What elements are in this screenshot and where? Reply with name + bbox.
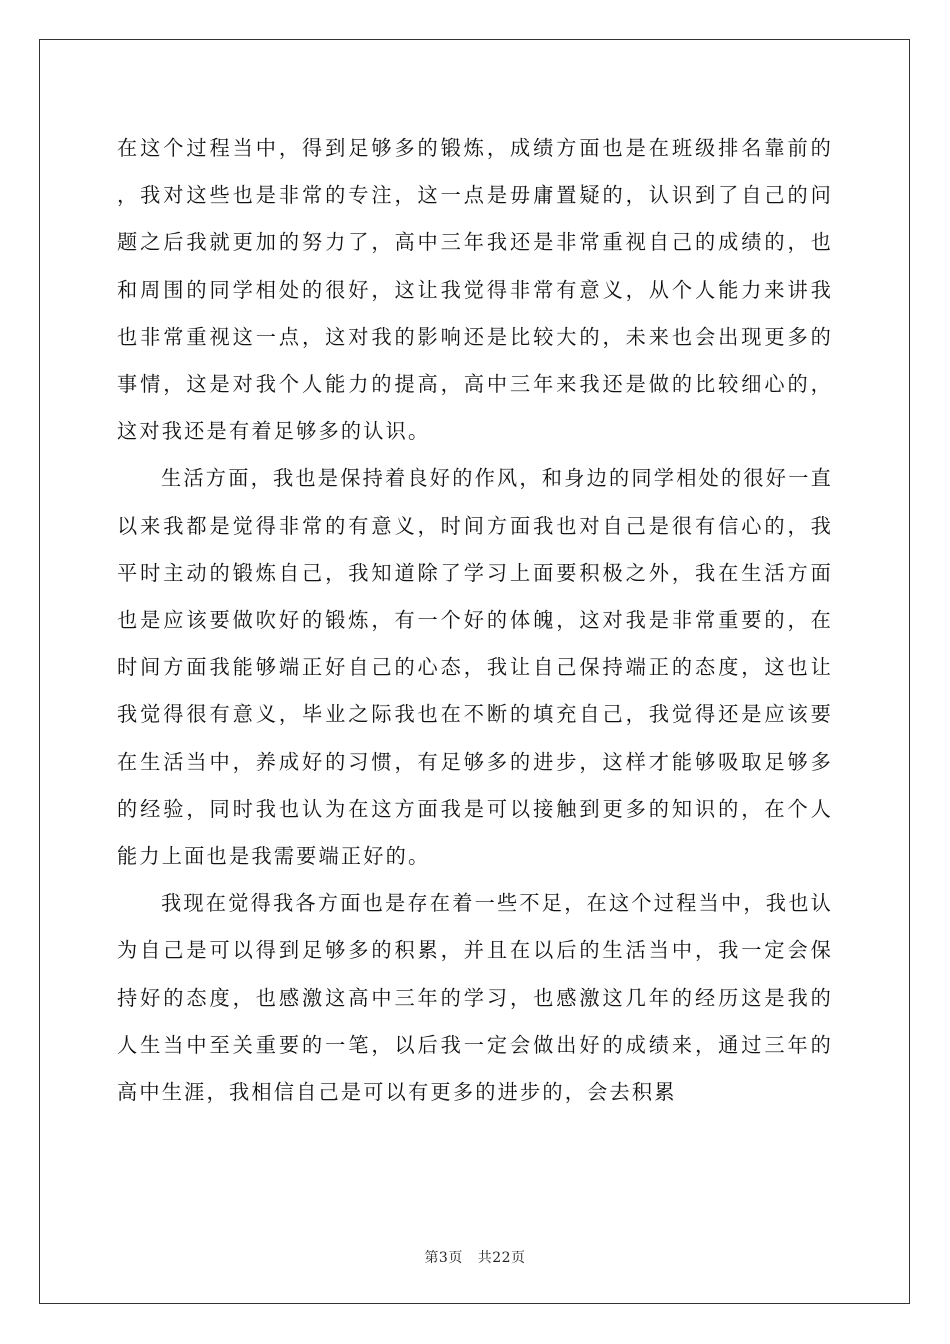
document-body — [117, 125, 833, 1116]
page-footer — [0, 1247, 950, 1267]
footer-gap — [463, 1250, 478, 1266]
page-number: 第3页 — [424, 1250, 463, 1266]
paragraph-1: 在这个过程当中，得到足够多的锻炼，成绩方面也是在班级排名靠前的，我对这些也是非常的专注，这一点是毋庸置疑的，认识到了自己的问题之后我就更加的努力了，高中三年我还是非常重视自己的成绩的，也和周围的同学相处的很好，这让我觉得非常有意义，从个人能力来讲我也非常重视这一点，这对我的影响还是比较大的，未来也会出现更多的事情，这是对我个人能力的提高，高中三年来我还是做的比较细心的，这对我还是有着足够多的认识。 — [117, 136, 833, 444]
total-pages: 共22页 — [477, 1250, 526, 1266]
paragraph-2: 生活方面，我也是保持着良好的作风，和身边的同学相处的很好一直以来我都是觉得非常的有意义，时间方面我也对自己是很有信心的，我平时主动的锻炼自己，我知道除了学习上面要积极之外，我在生活方面也是应该要做吹好的锻炼，有一个好的体魄，这对我是非常重要的，在时间方面我能够端正好自己的心态，我让自己保持端正的态度，这也让我觉得很有意义，毕业之际我也在不断的填充自己，我觉得还是应该要在生活当中，养成好的习惯，有足够多的进步，这样才能够吸取足够多的经验，同时我也认为在这方面我是可以接触到更多的知识的，在个人能力上面也是我需要端正好的。 — [117, 466, 833, 869]
paragraph-3: 我现在觉得我各方面也是存在着一些不足，在这个过程当中，我也认为自己是可以得到足够多的积累，并且在以后的生活当中，我一定会保持好的态度，也感激这高中三年的学习，也感激这几年的经历这是我的人生当中至关重要的一笔，以后我一定会做出好的成绩来，通过三年的高中生涯，我相信自己是可以有更多的进步的，会去积累 — [117, 891, 833, 1105]
